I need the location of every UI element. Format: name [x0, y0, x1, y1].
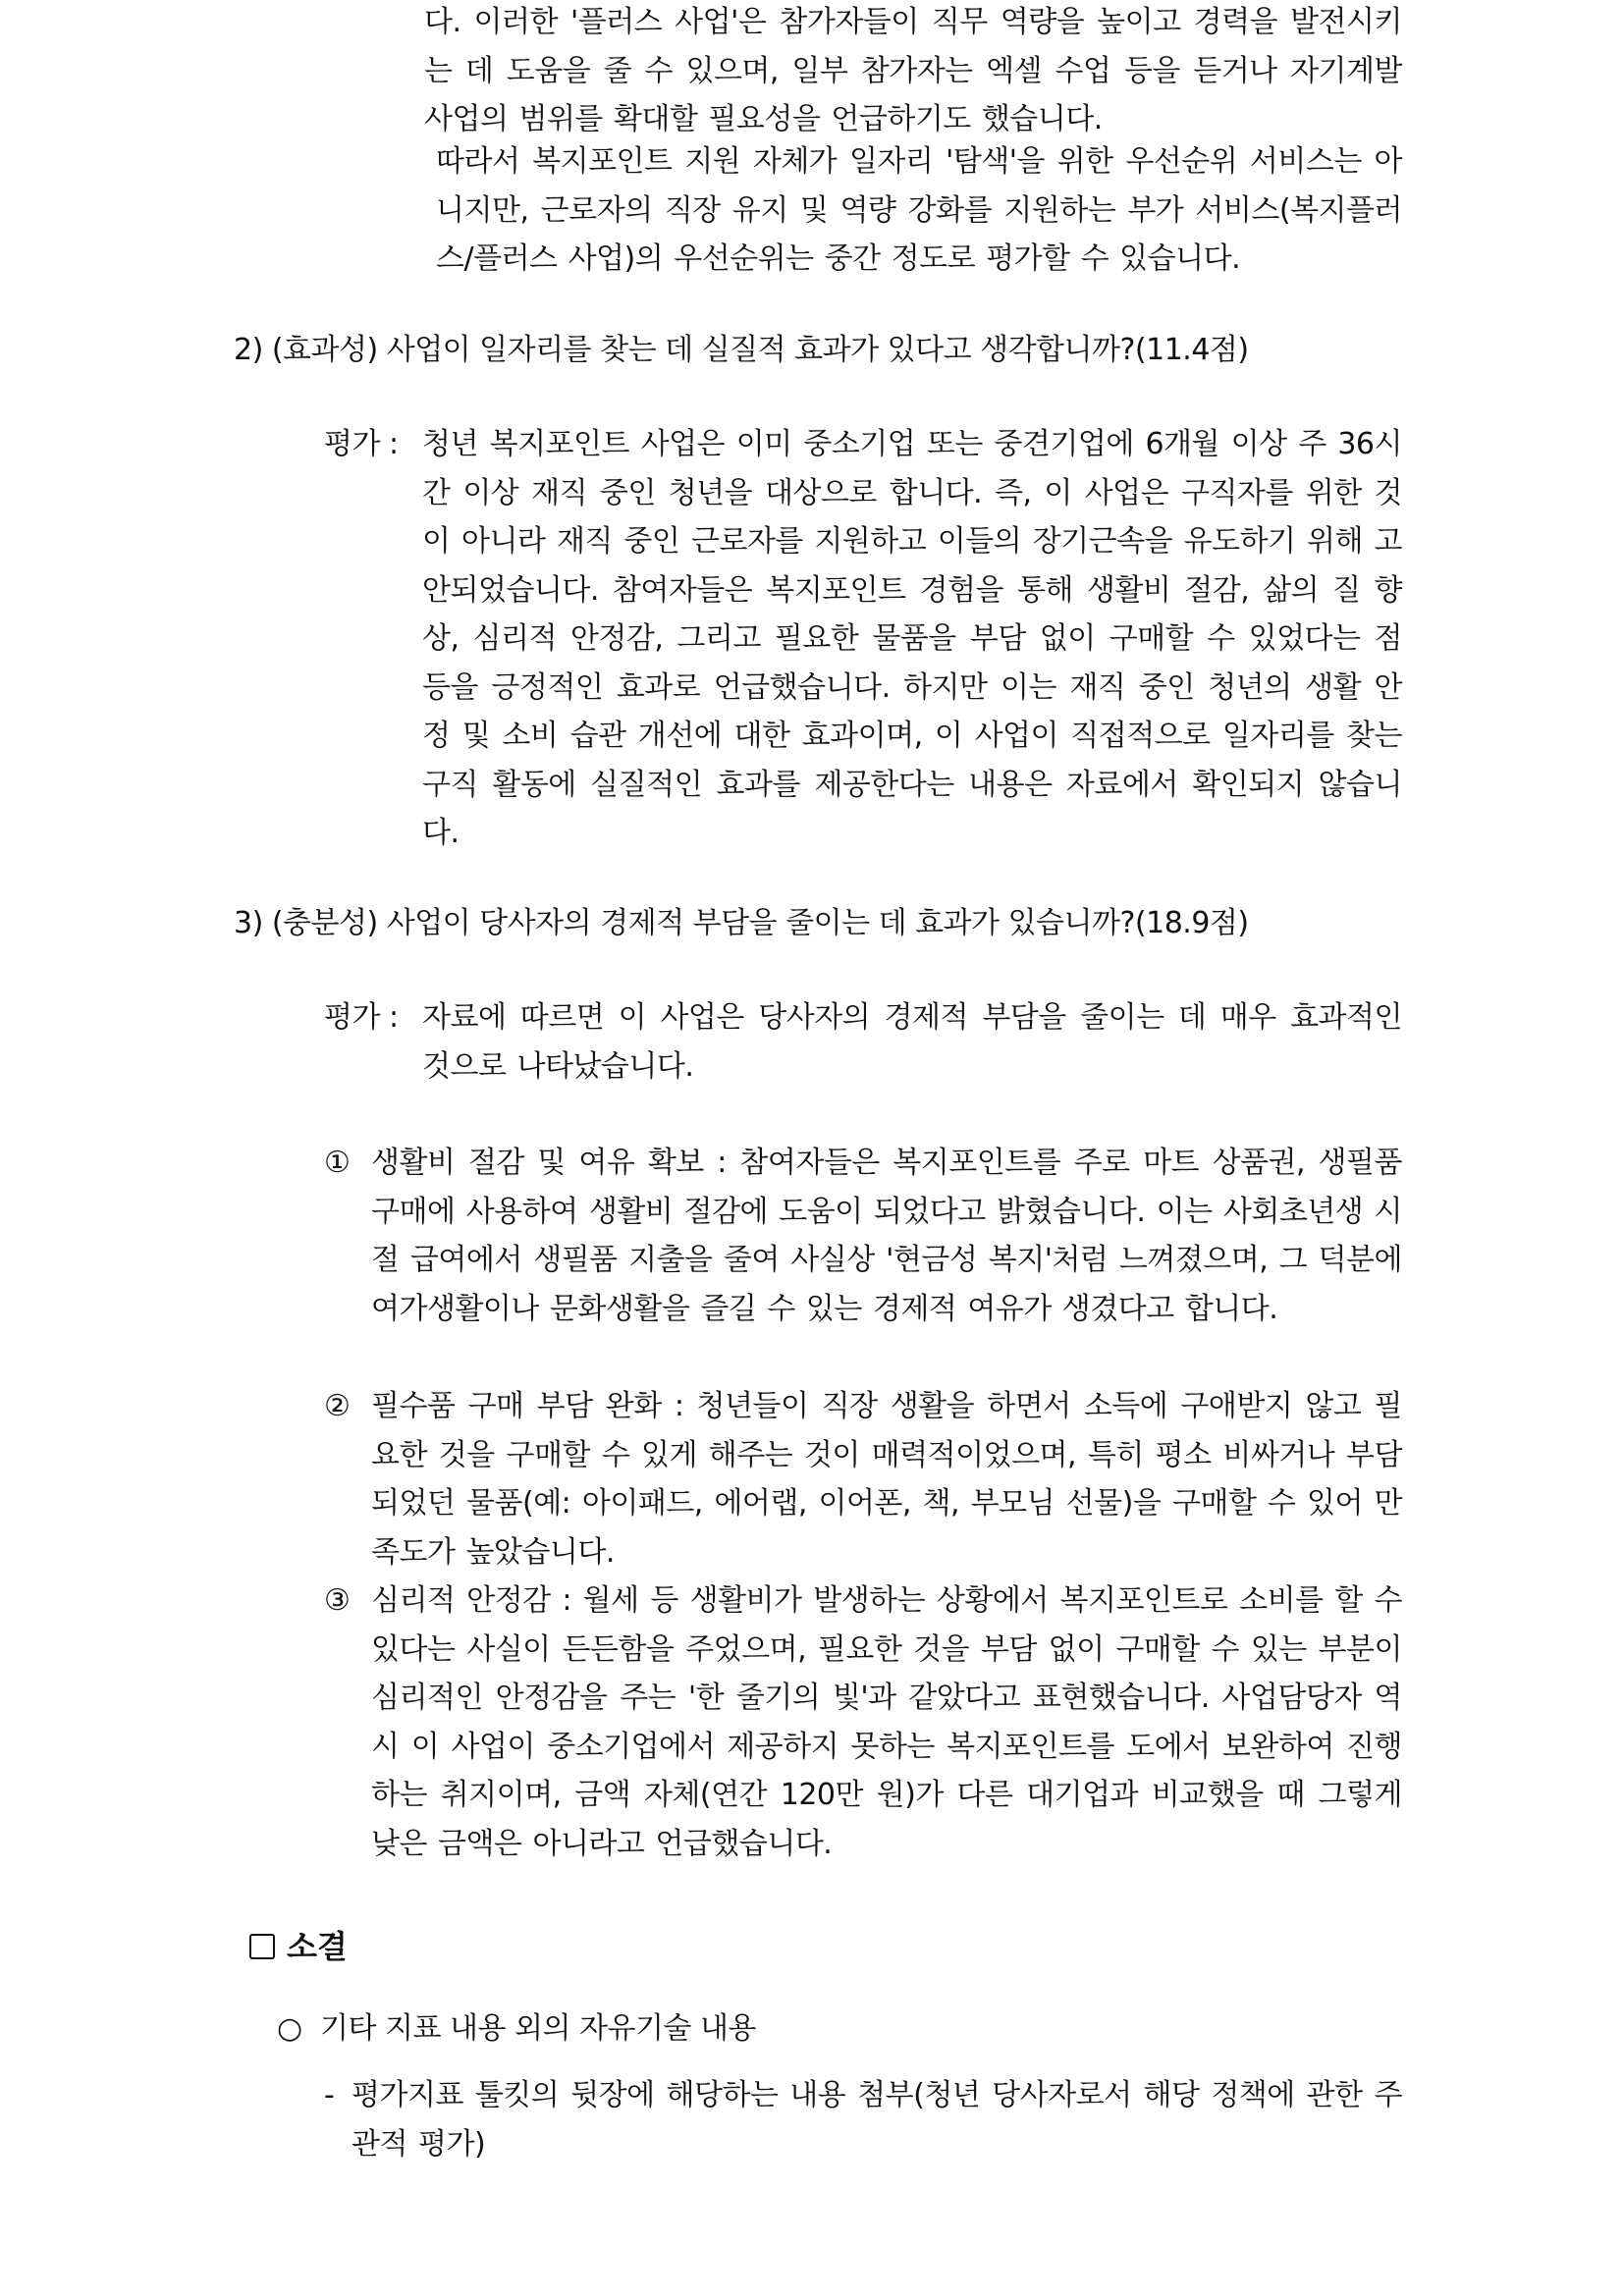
q3-eval-text: 자료에 따르면 이 사업은 당사자의 경제적 부담을 줄이는 데 매우 효과적인 것으로 나타났습니다.	[422, 1000, 1402, 1084]
summary-section-title	[249, 1922, 348, 1971]
item-2-text: 필수품 구매 부담 완화 : 청년들이 직장 생활을 하면서 소득에 구애받지 않고 필요한 것을 구매할 수 있게 해주는 것이 매력적이었으며, 특히 평소 비싸거나 부담되었던 물품(예: 아이패드, 에어랩, 이어폰, 책, 부모님 선물)을 구매할 수 있어 만족도가 높았습니다.	[371, 1389, 1402, 1570]
q2-eval-label: 평가 :	[324, 427, 399, 461]
intro-paragraph-1: 다. 이러한 '플러스 사업'은 참가자들이 직무 역량을 높이고 경력을 발전시키는 데 도움을 줄 수 있으며, 일부 참가자는 엑셀 수업 등을 듣거나 자기계발 사업의 범위를 확대할 필요성을 언급하기도 했습니다.	[424, 5, 1402, 136]
item-3-marker: ③	[324, 1583, 351, 1618]
summary-bullet-marker: ○	[277, 2011, 302, 2046]
item-2-marker: ②	[324, 1389, 351, 1423]
summary-dash-marker: -	[324, 2078, 335, 2112]
item-1-marker: ①	[324, 1146, 351, 1180]
summary-dash-text: 평가지표 툴킷의 뒷장에 해당하는 내용 첨부(청년 당사자로서 해당 정책에 관한 주관적 평가)	[352, 2078, 1402, 2162]
checkbox-icon	[249, 1934, 275, 1959]
summary-title-text: 소결	[287, 1928, 348, 1965]
question-3-heading: 3) (충분성) 사업이 당사자의 경제적 부담을 줄이는 데 효과가 있습니까?(18.9점)	[234, 906, 1249, 940]
intro-paragraph-2: 따라서 복지포인트 지원 자체가 일자리 '탐색'을 위한 우선순위 서비스는 아니지만, 근로자의 직장 유지 및 역량 강화를 지원하는 부가 서비스(복지플러스/플러스 사업)의 우선순위는 중간 정도로 평가할 수 있습니다.	[436, 144, 1402, 276]
item-3-text: 심리적 안정감 : 월세 등 생활비가 발생하는 상황에서 복지포인트로 소비를 할 수 있다는 사실이 든든함을 주었으며, 필요한 것을 부담 없이 구매할 수 있는 부분이 심리적인 안정감을 주는 '한 줄기의 빛'과 같았다고 표현했습니다. 사업담당자 역시 이 사업이 중소기업에서 제공하지 못하는 복지포인트를 도에서 보완하여 진행하는 취지이며, 금액 자체(연간 120만 원)가 다른 대기업과 비교했을 때 그렇게 낮은 금액은 아니라고 언급했습니다.	[371, 1583, 1402, 1861]
item-1-text: 생활비 절감 및 여유 확보 : 참여자들은 복지포인트를 주로 마트 상품권, 생필품 구매에 사용하여 생활비 절감에 도움이 되었다고 밝혔습니다. 이는 사회초년생 시절 급여에서 생필품 지출을 줄여 사실상 '현금성 복지'처럼 느껴졌으며, 그 덕분에 여가생활이나 문화생활을 즐길 수 있는 경제적 여유가 생겼다고 합니다.	[371, 1146, 1402, 1326]
summary-bullet-text: 기타 지표 내용 외의 자유기술 내용	[320, 2011, 756, 2046]
q2-eval-text: 청년 복지포인트 사업은 이미 중소기업 또는 중견기업에 6개월 이상 주 36시간 이상 재직 중인 청년을 대상으로 합니다. 즉, 이 사업은 구직자를 위한 것이 아니라 재직 중인 근로자를 지원하고 이들의 장기근속을 유도하기 위해 고안되었습니다. 참여자들은 복지포인트 경험을 통해 생활비 절감, 삶의 질 향상, 심리적 안정감, 그리고 필요한 물품을 부담 없이 구매할 수 있었다는 점 등을 긍정적인 효과로 언급했습니다. 하지만 이는 재직 중인 청년의 생활 안정 및 소비 습관 개선에 대한 효과이며, 이 사업이 직접적으로 일자리를 찾는 구직 활동에 실질적인 효과를 제공한다는 내용은 자료에서 확인되지 않습니다.	[422, 427, 1402, 850]
q3-eval-label: 평가 :	[324, 1000, 399, 1035]
question-2-heading: 2) (효과성) 사업이 일자리를 찾는 데 실질적 효과가 있다고 생각합니까?(11.4점)	[234, 333, 1249, 367]
